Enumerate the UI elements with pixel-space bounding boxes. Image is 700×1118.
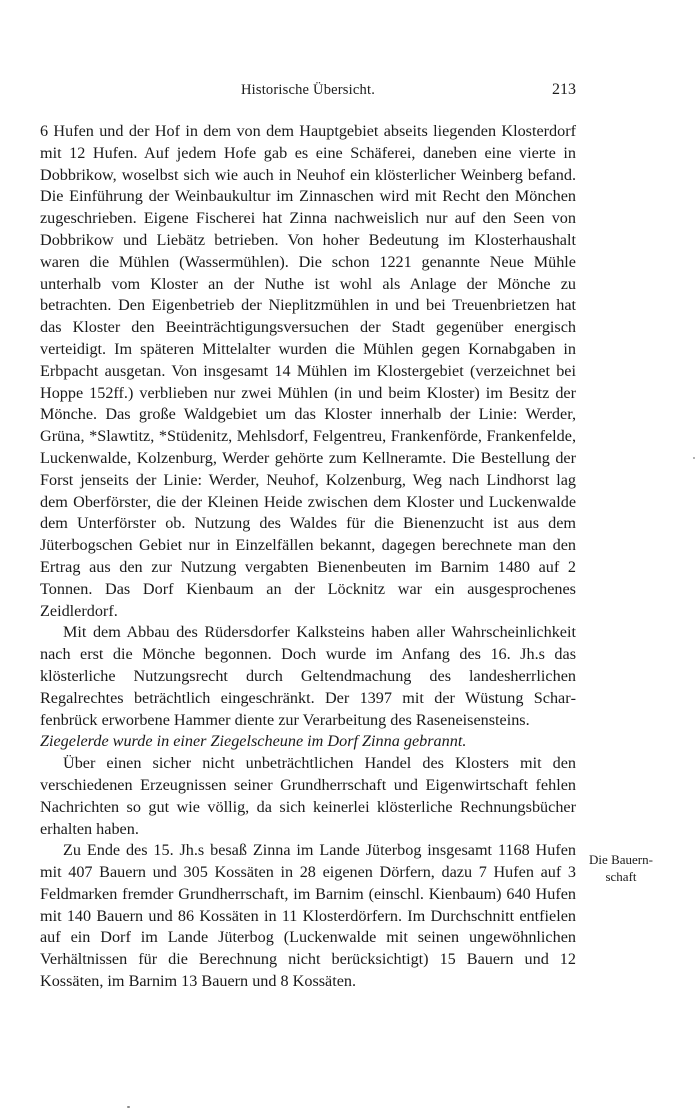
page-number: 213 <box>552 81 576 98</box>
paragraph-brick-production: Ziegelerde wurde in einer Ziegelscheune im Dorf Zinna gebrannt. <box>40 732 467 751</box>
running-title: Historische Übersicht. <box>240 82 376 98</box>
body-text <box>40 121 576 993</box>
marginal-note: Die Bauernschaft <box>589 852 653 884</box>
paragraph-peasantry: Zu Ende des 15. Jh.s besaß Zinna im Lande Jüterbog insgesamt 1168 Hufen mit 407 Bauern und 305 Kossäten in 28 eigenen Dörfern, dazu 7 Hufen auf 3 Feldmarken fremder Grundherrschaft, im Barnim (einschl. Kienbaum) 640 Hufen mit 140 Bauern und 86 Kossäten in 11 Klosterdörfern. Im Durchschnitt entfielen auf ein Dorf im Lande Jüterbog (Luckenwalde mit seinen ungewöhnlichen Verhältnissen für die Berechnung nicht berücksichtigt) 15 Bauern und 12 Kossäten, im Barnim 13 Bauern und 8 Kossäten. <box>40 841 576 991</box>
running-header <box>40 82 576 102</box>
paragraph-monastery-economy: 6 Hufen und der Hof in dem von dem Hauptgebiet abseits liegenden Klosterdorf mit 12 Hufen. Auf jedem Hofe gab es eine Schäferei, daneben eine vierte in Dobbrikow, woselbst sich wie auch in Neuhof ein klösterlicher Weinberg befand. Die Einführung der Weinbaukultur im Zinnaschen wird mit Recht den Mönchen zugeschrieben. Eigene Fischerei hat Zinna nachweislich nur auf den Seen von Dobbrikow und Liebätz betrieben. Von hoher Bedeutung im Klosterhaushalt waren die Mühlen (Wassermühlen). Die schon 1221 genannte Neue Mühle unterhalb vom Kloster an der Nuthe ist wohl als Anlage der Mönche zu betrachten. Den Eigenbetrieb der Nieplitzmühlen in und bei Treuenbrietzen hat das Kloster den Beeinträchtigungsversuchen der Stadt gegenüber energisch verteidigt. Im späteren Mittelalter wurden die Mühlen gegen Kornabgaben in Erbpacht ausgetan. Von insgesamt 14 Mühlen im Klostergebiet (verzeichnet bei Hoppe 152ff.) verblieben nur zwei Mühlen (in und beim Kloster) im Besitz der Mönche. Das große Waldgebiet um das Kloster innerhalb der Linie: Werder, Grüna, *Slawtitz, *Stüdenitz, Mehlsdorf, Felgentreu, Frankenförde, Frankenfelde, Luckenwalde, Kolzenburg, Werder gehörte zum Kellneramte. Die Bestellung der Forst jenseits der Linie: Werder, Neuhof, Kolzenburg, Weg nach Lindhorst lag dem Oberförster, die der Kleinen Heide zwischen dem Kloster und Luckenwalde dem Unterförster ob. Nutzung des Waldes für die Bienenzucht ist aus dem Jüterbogschen Gebiet nur in Einzelfällen bekannt, dagegen berechnete man den Ertrag aus den zur Nutzung vergabten Bienenbeuten im Barnim 1480 auf 2 Tonnen. Das Dorf Kienbaum an der Löcknitz war ein ausgesprochenes Zeidlerdorf. <box>40 122 576 620</box>
paragraph-mining-and-industry: Mit dem Abbau des Rüdersdorfer Kalksteins haben aller Wahrscheinlichkeit nach erst die Mönche begonnen. Doch wurde im Anfang des 16. Jh.s das klösterliche Nutzungsrecht durch Geltendmachung des landesherrlichen Regalrechtes beträchtlich eingeschränkt. Der 1397 mit der Wüstung Scharfenbrück erworbene Hammer diente zur Verarbeitung des Raseneisensteins. <box>40 623 576 729</box>
paper-speck-bottom <box>127 1106 130 1108</box>
paragraph-trade: Über einen sicher nicht unbeträchtlichen Handel des Klosters mit den verschiedenen Erzeugnissen seiner Grundherrschaft und Eigenwirtschaft fehlen Nachrichten so gut wie völlig, da sich keinerlei klösterliche Rechnungsbücher erhalten haben. <box>40 754 576 838</box>
paper-speck <box>693 457 695 459</box>
